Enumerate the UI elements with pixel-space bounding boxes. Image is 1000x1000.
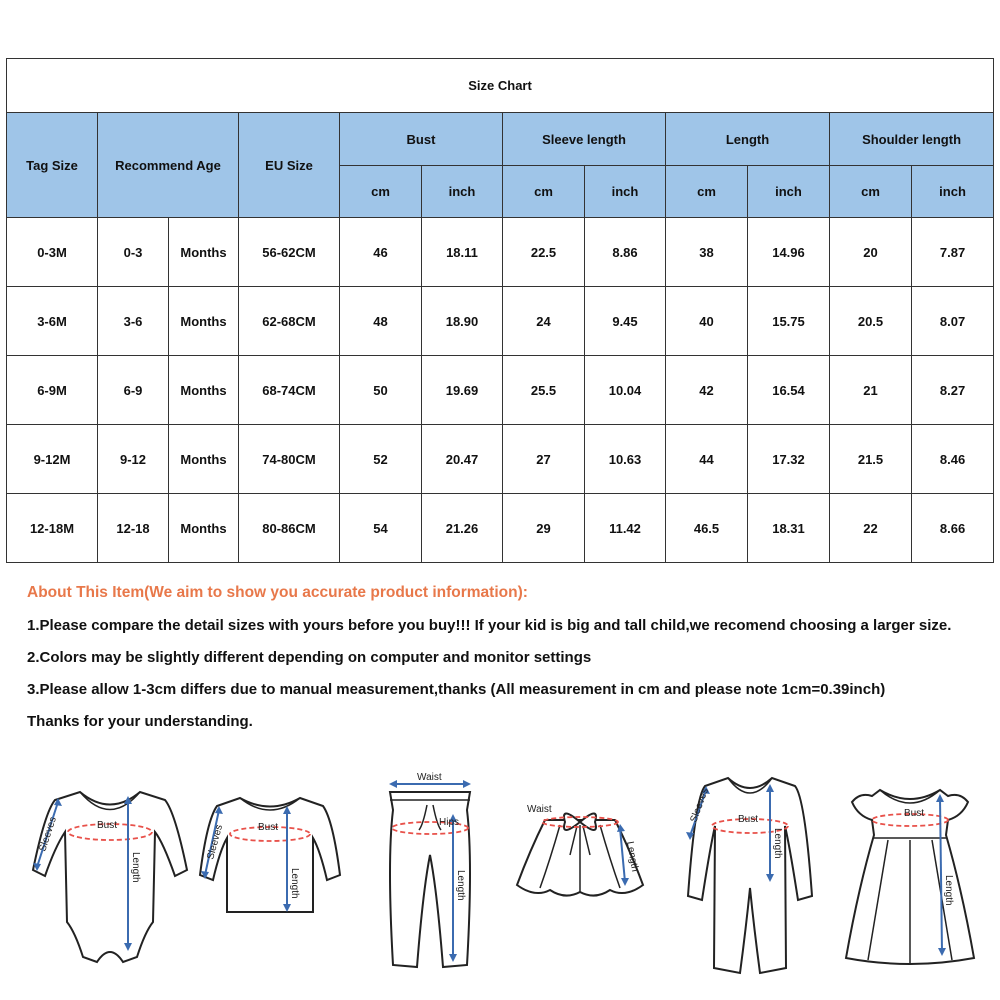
pants-diagram [375,770,485,990]
table-cell: 9.45 [585,287,666,356]
table-cell: 48 [340,287,422,356]
header-unit-inch: inch [422,166,503,218]
table-cell: 56-62CM [239,218,340,287]
table-cell: 8.46 [912,425,994,494]
table-cell: 12-18M [7,494,98,563]
table-cell: 15.75 [748,287,830,356]
table-cell: 18.31 [748,494,830,563]
skirt-diagram [515,800,645,910]
sleeves-label: Sleeves [688,786,711,825]
waist-label: Waist [417,772,442,783]
table-cell: 40 [666,287,748,356]
table-cell: 25.5 [503,356,585,425]
bust-label: Bust [904,808,925,819]
table-cell: 20.5 [830,287,912,356]
table-cell: 14.96 [748,218,830,287]
header-tag-size: Tag Size [7,113,98,218]
table-cell: Months [169,494,239,563]
table-row [7,356,994,425]
bust-label: Bust [97,820,118,831]
table-cell: 7.87 [912,218,994,287]
table-cell: 44 [666,425,748,494]
table-cell: 8.86 [585,218,666,287]
table-cell: 50 [340,356,422,425]
length-label: Length [455,870,466,901]
header-shoulder-length: Shoulder length [830,113,994,166]
header-recommend-age: Recommend Age [98,113,239,218]
header-bust: Bust [340,113,503,166]
table-cell: 80-86CM [239,494,340,563]
header-unit-cm: cm [340,166,422,218]
table-cell: 21.5 [830,425,912,494]
thanks-note: Thanks for your understanding. [27,713,253,730]
product-notes [27,584,987,731]
measurement-diagrams [0,760,1000,990]
header-eu-size: EU Size [239,113,340,218]
table-cell: 12-18 [98,494,169,563]
waist-label: Waist [527,804,552,815]
table-cell: 10.04 [585,356,666,425]
hips-label: Hips [439,817,460,828]
header-unit-inch: inch [748,166,830,218]
table-cell: 54 [340,494,422,563]
table-cell: 10.63 [585,425,666,494]
table-cell: 8.66 [912,494,994,563]
header-length: Length [666,113,830,166]
table-cell: 27 [503,425,585,494]
table-row [7,494,994,563]
table-cell: 29 [503,494,585,563]
table-cell: 19.69 [422,356,503,425]
table-cell: Months [169,425,239,494]
size-chart-table [6,58,994,563]
table-cell: 46.5 [666,494,748,563]
table-cell: Months [169,356,239,425]
table-cell: 21 [830,356,912,425]
table-cell: 6-9 [98,356,169,425]
table-cell: 22 [830,494,912,563]
table-cell: 8.27 [912,356,994,425]
length-label: Length [289,868,300,899]
header-unit-inch: inch [912,166,994,218]
table-cell: 0-3 [98,218,169,287]
table-cell: 24 [503,287,585,356]
table-cell: 3-6M [7,287,98,356]
romper-diagram [680,768,820,993]
top-diagram [195,790,345,920]
sleeves-label: Sleeves [37,815,59,853]
table-cell: 68-74CM [239,356,340,425]
table-cell: 74-80CM [239,425,340,494]
table-cell: 20 [830,218,912,287]
table-cell: 11.42 [585,494,666,563]
table-cell: 6-9M [7,356,98,425]
table-cell: 3-6 [98,287,169,356]
table-title: Size Chart [7,59,994,113]
table-cell: 18.90 [422,287,503,356]
table-cell: 38 [666,218,748,287]
bodysuit-diagram [25,772,195,992]
table-cell: 17.32 [748,425,830,494]
table-cell: 9-12 [98,425,169,494]
table-cell: 20.47 [422,425,503,494]
note-1: 1.Please compare the detail sizes with yours before you buy!!! If your kid is big and tall child,we recomend choosing a larger size. [27,617,952,634]
table-cell: 46 [340,218,422,287]
header-unit-cm: cm [503,166,585,218]
table-cell: 16.54 [748,356,830,425]
table-cell: Months [169,218,239,287]
dress-diagram [840,780,980,980]
bust-label: Bust [738,814,759,825]
table-cell: Months [169,287,239,356]
table-cell: 9-12M [7,425,98,494]
length-label: Length [624,840,641,873]
table-cell: 0-3M [7,218,98,287]
header-sleeve-length: Sleeve length [503,113,666,166]
table-cell: 8.07 [912,287,994,356]
table-row [7,218,994,287]
table-cell: 21.26 [422,494,503,563]
table-cell: 42 [666,356,748,425]
length-label: Length [943,875,954,906]
table-cell: 52 [340,425,422,494]
table-cell: 22.5 [503,218,585,287]
table-row [7,425,994,494]
table-cell: 18.11 [422,218,503,287]
header-unit-inch: inch [585,166,666,218]
sleeves-label: Sleeves [205,823,226,861]
note-2: 2.Colors may be slightly different depending on computer and monitor settings [27,649,592,666]
about-heading: About This Item(We aim to show you accurate product information): [27,584,528,601]
table-cell: 62-68CM [239,287,340,356]
length-label: Length [772,828,783,859]
length-label: Length [130,852,141,883]
table-row [7,287,994,356]
note-3: 3.Please allow 1-3cm differs due to manual measurement,thanks (All measurement in cm and please note 1cm=0.39inch) [27,681,886,698]
header-unit-cm: cm [830,166,912,218]
bust-label: Bust [258,822,279,833]
header-unit-cm: cm [666,166,748,218]
